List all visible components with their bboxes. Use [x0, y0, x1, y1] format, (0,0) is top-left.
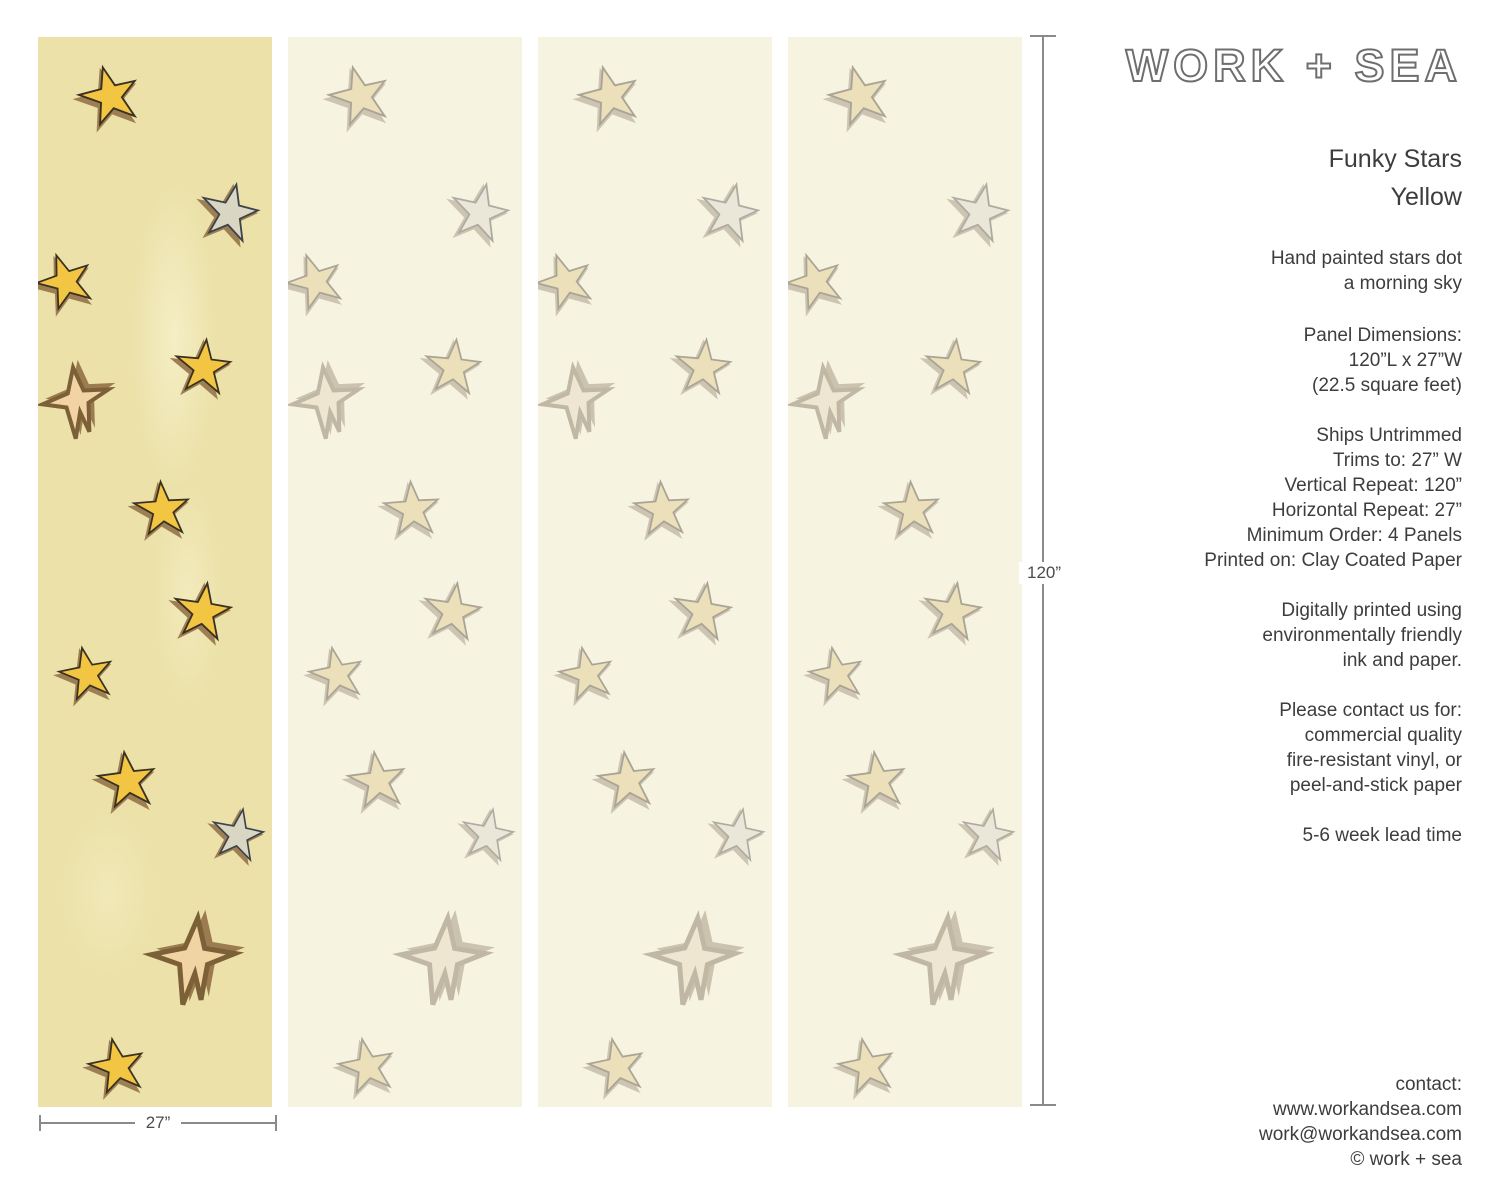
gold-star-icon — [913, 572, 994, 653]
gold-star-icon — [838, 741, 919, 822]
star-pattern-layer — [38, 37, 272, 1107]
brand-logo: WORK + SEA — [1125, 40, 1462, 91]
gold-star-icon — [624, 471, 702, 549]
gold-star-icon — [319, 55, 402, 138]
spacer — [1012, 216, 1462, 246]
gold-star-icon — [163, 572, 244, 653]
shipping-specs: Ships Untrimmed Trims to: 27” W Vertical Repeat: 120” Horizontal Repeat: 27” Minimum Order: 4 Panels Printed on: Clay Coated Paper — [1204, 425, 1462, 571]
product-title-line1: Funky Stars — [1328, 145, 1462, 173]
gold-star-icon — [165, 329, 243, 407]
funky-star-icon — [788, 360, 872, 448]
gold-star-icon — [915, 329, 993, 407]
contact-block — [1012, 1072, 1462, 1172]
gold-star-icon — [819, 55, 902, 138]
gold-star-icon — [38, 243, 105, 321]
funky-star-icon — [38, 360, 122, 448]
silver-star-icon — [202, 799, 272, 872]
product-tagline: Hand painted stars dot a morning sky — [1270, 248, 1462, 294]
gold-star-icon — [665, 329, 743, 407]
silver-star-icon — [440, 173, 521, 254]
gold-star-icon — [124, 471, 202, 549]
gold-star-icon — [569, 55, 652, 138]
gold-star-icon — [788, 243, 855, 321]
funky-star-icon — [390, 909, 499, 1018]
wallpaper-panel-full-color — [38, 37, 272, 1107]
spacer — [1012, 798, 1462, 823]
contact-us-info: Please contact us for: commercial quality fire-resistant vinyl, or peel-and-stick paper — [1279, 700, 1462, 796]
gold-star-icon — [538, 243, 605, 321]
email-link[interactable]: work@workandsea.com — [1258, 1124, 1462, 1145]
product-title-line2: Yellow — [1390, 183, 1462, 211]
silver-star-icon — [940, 173, 1021, 254]
funky-star-icon — [288, 360, 372, 448]
star-pattern-layer — [288, 37, 522, 1107]
gold-star-icon — [588, 741, 669, 822]
star-pattern-layer — [788, 37, 1022, 1107]
gold-star-icon — [300, 637, 375, 712]
spacer — [1012, 573, 1462, 598]
height-dimension-label: 120” — [1019, 562, 1069, 584]
wallpaper-panel-faded — [288, 37, 522, 1107]
copyright: © work + sea — [1350, 1149, 1462, 1170]
star-pattern-layer — [538, 37, 772, 1107]
wallpaper-panel-faded — [788, 37, 1022, 1107]
panel-dimensions: Panel Dimensions: 120”L x 27”W (22.5 square feet) — [1303, 325, 1462, 396]
gold-star-icon — [88, 741, 169, 822]
silver-star-icon — [702, 799, 772, 872]
gold-star-icon — [374, 471, 452, 549]
gold-star-icon — [79, 1028, 157, 1106]
dim-cap-right — [275, 1115, 277, 1131]
gold-star-icon — [663, 572, 744, 653]
website-link[interactable]: www.workandsea.com — [1272, 1099, 1462, 1120]
spacer — [1012, 673, 1462, 698]
gold-star-icon — [338, 741, 419, 822]
gold-star-icon — [829, 1028, 907, 1106]
spacer — [1012, 398, 1462, 423]
gold-star-icon — [550, 637, 625, 712]
funky-star-icon — [890, 909, 999, 1018]
printing-info: Digitally printed using environmentally friendly ink and paper. — [1262, 600, 1462, 671]
gold-star-icon — [69, 55, 152, 138]
gold-star-icon — [415, 329, 493, 407]
silver-star-icon — [190, 173, 271, 254]
silver-star-icon — [690, 173, 771, 254]
gold-star-icon — [329, 1028, 407, 1106]
silver-star-icon — [452, 799, 522, 872]
width-dimension-label: 27” — [135, 1112, 181, 1134]
gold-star-icon — [579, 1028, 657, 1106]
gold-star-icon — [800, 637, 875, 712]
product-info-column — [1012, 140, 1462, 848]
wallpaper-panel-faded — [538, 37, 772, 1107]
gold-star-icon — [288, 243, 355, 321]
gold-star-icon — [50, 637, 125, 712]
product-title — [1012, 140, 1462, 216]
funky-star-icon — [640, 909, 749, 1018]
gold-star-icon — [874, 471, 952, 549]
funky-star-icon — [140, 909, 249, 1018]
lead-time: 5-6 week lead time — [1302, 825, 1462, 846]
funky-star-icon — [538, 360, 622, 448]
contact-label: contact: — [1395, 1074, 1462, 1095]
gold-star-icon — [413, 572, 494, 653]
spacer — [1012, 296, 1462, 323]
